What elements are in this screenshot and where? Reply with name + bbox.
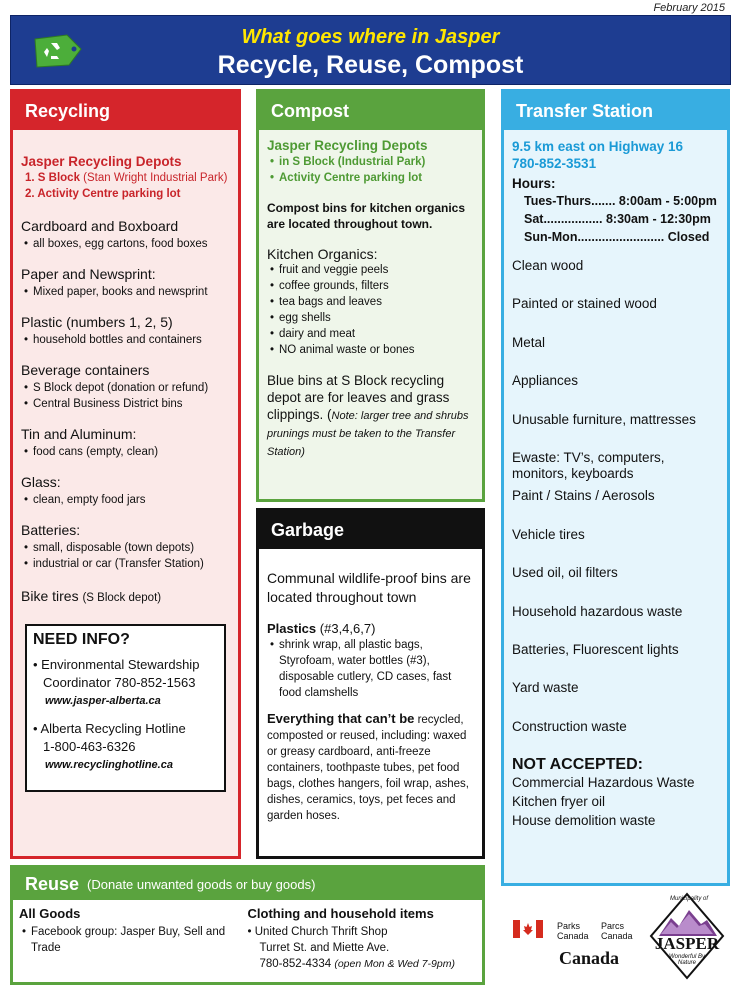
reuse-header: Reuse (Donate unwanted goods or buy goods) <box>13 868 482 900</box>
canada-wordmark: Canada <box>559 948 620 968</box>
transfer-item: Ewaste: TV’s, computers, monitors, keyboards <box>512 449 665 481</box>
bike-tires: Bike tires (S Block depot) <box>21 588 162 604</box>
hours-row: Tues-Thurs....... 8:00am - 5:00pm <box>524 194 717 208</box>
jasper-logo-top: Municipality of <box>669 896 708 902</box>
recycling-section <box>21 474 230 508</box>
parks-canada-en: Parks Canada <box>557 921 589 941</box>
garbage-plastics-list <box>267 637 474 701</box>
recycling-section-title: Paper and Newsprint: <box>21 266 156 282</box>
kitchen-organics-title: Kitchen Organics: <box>267 246 378 262</box>
recycling-item: • S Block depot (donation or refund) <box>21 380 230 396</box>
kitchen-organics-item: • coffee grounds, filters <box>267 278 474 294</box>
not-accepted-item: Commercial Hazardous Waste <box>512 775 695 791</box>
recycling-header: Recycling <box>13 92 238 130</box>
banner-subtitle: Recycle, Reuse, Compost <box>217 51 524 79</box>
compost-depot-item: • in S Block (Industrial Park) <box>267 154 474 170</box>
reuse-clothing: Clothing and household items • United Church Thrift Shop Turret St. and Miette Ave. 780-852-4334 (open Mon & Wed 7-9pm) <box>247 906 455 970</box>
communal-bins-note: Communal wildlife-proof bins are located throughout town <box>267 570 471 605</box>
compost-header: Compost <box>259 92 482 130</box>
reuse-panel <box>10 865 485 985</box>
need-info-link-1[interactable]: www.jasper-alberta.ca <box>45 695 161 707</box>
transfer-item: Clean wood <box>512 258 584 273</box>
jasper-logo-bottom: Wonderful By Nature <box>668 954 705 966</box>
recycling-item: • food cans (empty, clean) <box>21 444 230 460</box>
need-info-link-2[interactable]: www.recyclinghotline.ca <box>45 759 173 771</box>
recycling-section <box>21 522 230 572</box>
transfer-item: Household hazardous waste <box>512 603 683 619</box>
need-info-title: NEED INFO? <box>33 631 130 648</box>
transfer-location: 9.5 km east on Highway 16 <box>512 139 684 154</box>
transfer-item: Unusable furniture, mattresses <box>512 411 696 427</box>
recycling-section <box>21 314 230 348</box>
reuse-item: • Facebook group: Jasper Buy, Sell and Trade <box>19 924 238 956</box>
compost-depot-item: • Activity Centre parking lot <box>267 170 474 186</box>
blue-bins-note: Blue bins at S Block recycling depot are for leaves and grass clippings. (Note: larger tree and shrubs prunings must be taken to the Transfer Station) <box>267 373 469 458</box>
title-banner <box>10 15 731 85</box>
transfer-item: Yard waste <box>512 680 579 696</box>
recycling-item: • household bottles and containers <box>21 332 230 348</box>
compost-bins-note: Compost bins for kitchen organics are located throughout town. <box>267 201 466 231</box>
recycling-section <box>21 266 230 300</box>
transfer-item: Batteries, Fluorescent lights <box>512 641 679 657</box>
garbage-everything-note: Everything that can’t be recycled, composted or reused, including: waxed or greasy cardboard, anti-freeze containers, toothpaste tubes, pet food bags, clothes hangers, foil wrap, ashes, dishes, ceramics, toys, pet feces and garden hoses. <box>267 711 470 822</box>
kitchen-organics-item: • dairy and meat <box>267 326 474 342</box>
recycling-depot-2: 2. Activity Centre parking lot <box>25 188 181 200</box>
banner-title: What goes where in Jasper <box>241 26 500 48</box>
recycling-section <box>21 218 230 252</box>
canada-flag-icon <box>513 920 543 938</box>
recycling-depots-title: Jasper Recycling Depots <box>21 154 182 169</box>
compost-depots-title: Jasper Recycling Depots <box>267 138 428 153</box>
not-accepted-item: House demolition waste <box>512 813 656 829</box>
garbage-plastics-title: Plastics (#3,4,6,7) <box>267 621 376 636</box>
need-info-item-2: • Alberta Recycling Hotline 1-800-463-6326 www.recyclinghotline.ca <box>33 720 218 774</box>
compost-depots-list <box>267 154 474 186</box>
recycling-item: • industrial or car (Transfer Station) <box>21 556 230 572</box>
recycling-item: • Mixed paper, books and newsprint <box>21 284 230 300</box>
recycling-section-title: Batteries: <box>21 522 81 538</box>
recycling-section-title: Beverage containers <box>21 362 150 378</box>
transfer-panel <box>501 89 730 886</box>
hours-row: Sat................. 8:30am - 12:30pm <box>524 212 711 226</box>
recycling-section-title: Glass: <box>21 474 61 490</box>
recycling-section-title: Plastic (numbers 1, 2, 5) <box>21 314 173 330</box>
recycling-item: • clean, empty food jars <box>21 492 230 508</box>
transfer-item: Painted or stained wood <box>512 296 657 312</box>
transfer-items-list <box>512 258 719 757</box>
recycling-section <box>21 426 230 460</box>
need-info-item-1: • Environmental Stewardship Coordinator 780-852-1563 www.jasper-alberta.ca <box>33 656 218 710</box>
partner-logos <box>505 890 733 985</box>
recycling-item: • small, disposable (town depots) <box>21 540 230 556</box>
hours-title: Hours: <box>512 176 556 191</box>
parks-canada-fr: Parcs Canada <box>601 921 633 941</box>
kitchen-organics-item: • NO animal waste or bones <box>267 342 474 358</box>
transfer-item: Appliances <box>512 373 579 389</box>
need-info-box <box>25 624 226 792</box>
kitchen-organics-list <box>267 262 474 358</box>
not-accepted-item: Kitchen fryer oil <box>512 794 606 810</box>
jasper-logo-text: JASPER <box>654 934 720 953</box>
reuse-all-goods: All Goods • Facebook group: Jasper Buy, Sell and Trade <box>19 906 248 972</box>
transfer-phone: 780-852-3531 <box>512 156 597 171</box>
kitchen-organics-item: • egg shells <box>267 310 474 326</box>
recycling-section <box>21 362 230 412</box>
transfer-item: Construction waste <box>512 718 627 734</box>
recycling-section-title: Tin and Aluminum: <box>21 426 137 442</box>
hours-row: Sun-Mon......................... Closed <box>524 230 710 244</box>
garbage-header: Garbage <box>259 511 482 549</box>
transfer-item: Metal <box>512 334 546 350</box>
garbage-plastics-item: • shrink wrap, all plastic bags, Styrofoam, water bottles (#3), disposable cutlery, CD cases, fast food clamshells <box>267 637 474 701</box>
not-accepted-title: NOT ACCEPTED: <box>512 756 643 774</box>
compost-panel <box>256 89 485 502</box>
recycling-item: • Central Business District bins <box>21 396 230 412</box>
transfer-item: Paint / Stains / Aerosols <box>512 488 655 504</box>
recycling-depot-1: 1. S Block (Stan Wright Industrial Park) <box>25 172 228 184</box>
transfer-header: Transfer Station <box>504 92 727 130</box>
kitchen-organics-item: • fruit and veggie peels <box>267 262 474 278</box>
recycling-section-title: Cardboard and Boxboard <box>21 218 179 234</box>
not-accepted-list <box>512 773 719 830</box>
transfer-item: Vehicle tires <box>512 526 585 542</box>
garbage-panel <box>256 508 485 859</box>
recycling-panel <box>10 89 241 859</box>
transfer-item: Used oil, oil filters <box>512 565 618 581</box>
hours-list <box>512 192 719 246</box>
date-label: February 2015 <box>653 2 725 14</box>
recycling-item: • all boxes, egg cartons, food boxes <box>21 236 230 252</box>
kitchen-organics-item: • tea bags and leaves <box>267 294 474 310</box>
